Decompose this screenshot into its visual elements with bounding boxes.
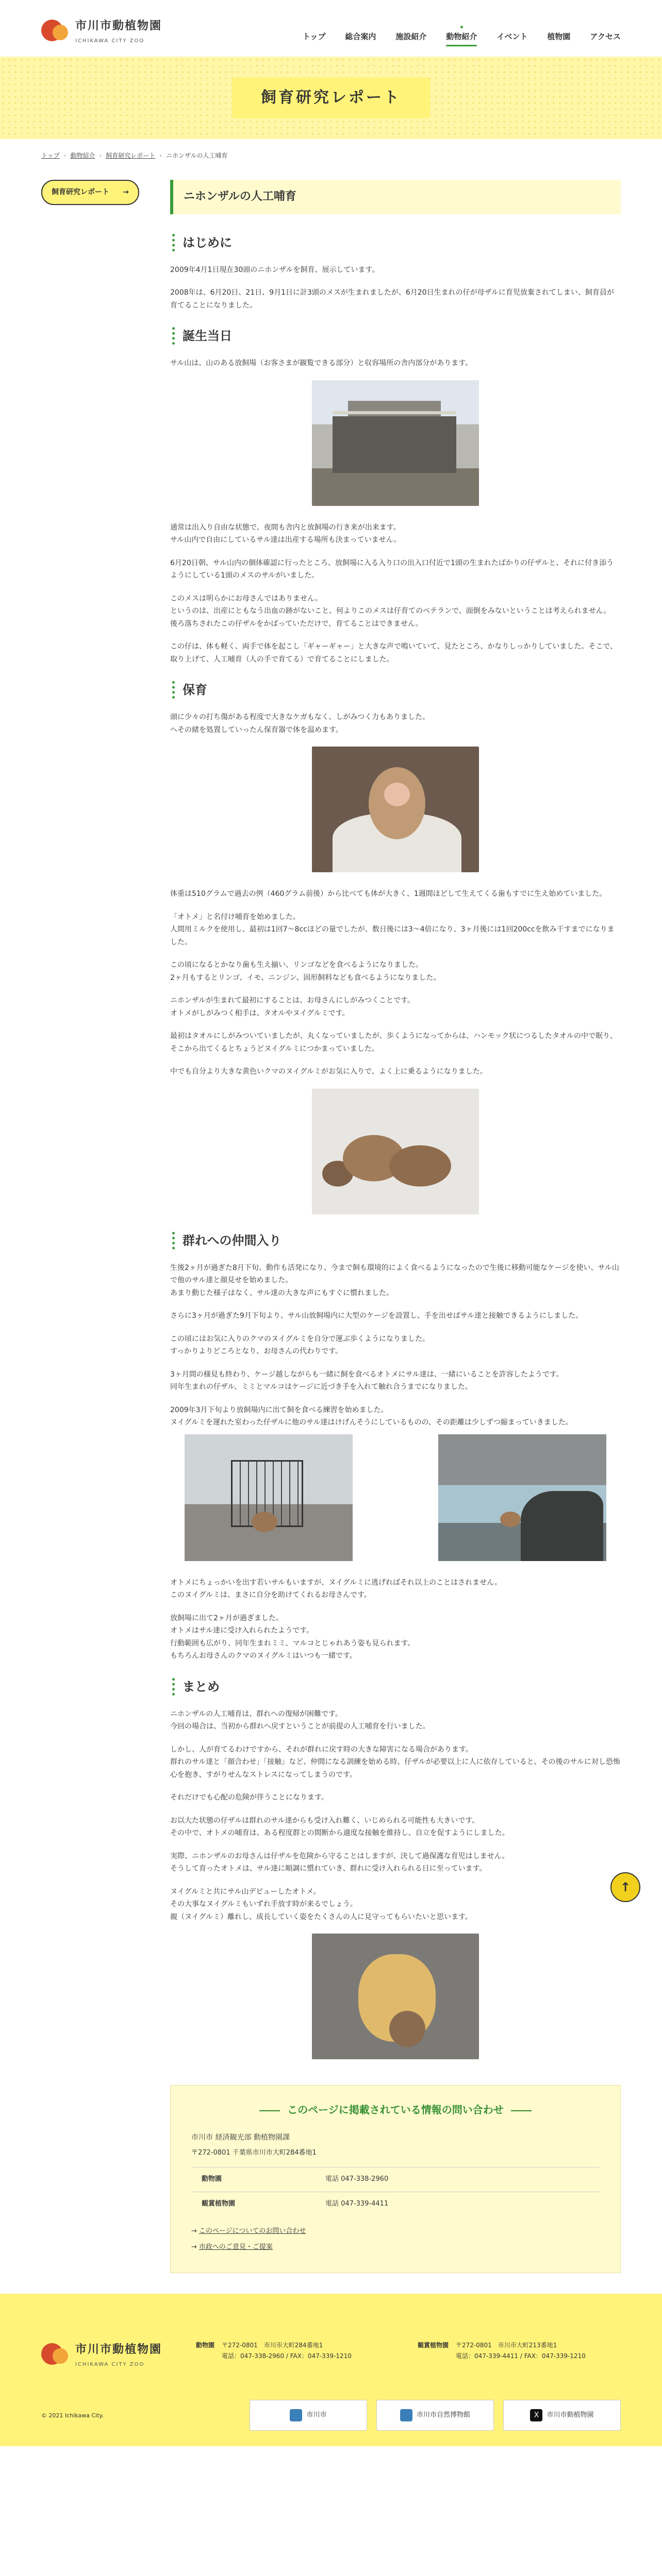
copyright: © 2021 Ichikawa City. (41, 2412, 104, 2419)
footer-plant-tel: 電話：047-339-4411 / FAX：047-339-1210 (456, 2352, 586, 2360)
x-logo-icon: X (530, 2409, 542, 2421)
arrow-up-icon: ↑ (620, 1880, 631, 1894)
section-title-birth: 誕生当日 (170, 325, 621, 347)
paragraph: この頃にはお気に入りのクマのヌイグルミを自分で運ぶ歩くようになりました。 すっかりよりどころとなり、お母さんの代わりです。 (170, 1334, 430, 1355)
paragraph: さらに3ヶ月が過ぎた9月下旬より、サル山放飼場内に大型のケージを設置し、手を出せばサル達と接触できるようにしました。 (170, 1312, 583, 1320)
inquiry-row-value: 電話 047-339-4411 (325, 2200, 389, 2208)
breadcrumb-current: ニホンザルの人工哺育 (166, 152, 228, 159)
inquiry-row-value: 電話 047-338-2960 (325, 2175, 389, 2183)
nav-events[interactable]: イベント (496, 32, 528, 41)
banner-ichikawa-city[interactable] (250, 2400, 367, 2431)
inquiry-opinion-link[interactable]: → 市政へのご意見・ご提案 (191, 2242, 600, 2253)
nav-access[interactable]: アクセス (590, 32, 621, 41)
sidebar (41, 180, 139, 2273)
paragraph: 2009年4月1日現在30頭のニホンザルを飼育、展示しています。 (170, 265, 379, 274)
inquiry-org: 市川市 経済観光部 動植物園課 (191, 2133, 290, 2142)
page-title: ニホンザルの人工哺育 (170, 180, 621, 214)
site-logo[interactable] (41, 16, 162, 45)
banner-label: 市川市 (306, 2411, 327, 2419)
page-top-button[interactable] (610, 1872, 640, 1902)
paragraph: ニホンザルが生まれて最初にすることは、お母さんにしがみつくことです。 オトメがしがみつく相手は、タオルやヌイグルミです。 (170, 996, 415, 1018)
nav-facilities[interactable]: 施設紹介 (395, 32, 427, 41)
breadcrumb: トップ › 動物紹介 › 飼育研究レポート › ニホンザルの人工哺育 (0, 139, 662, 173)
paragraph: ニホンザルの人工哺育は、群れへの復帰が困難です。 今回の場合は、当初から群れへ戻すということが前提の人工哺育を行いました。 (170, 1709, 430, 1731)
side-nav-reports[interactable] (41, 180, 139, 205)
inquiry-row (191, 2192, 600, 2216)
logo-en: ICHIKAWA CITY ZOO (75, 38, 145, 44)
paragraph: オトメにちょっかいを出す若いサルもいますが、ヌイグルミに逃げればそれ以上のことはされません。 このヌイグルミは、まさに自分を助けてくれるお母さんです。 (170, 1578, 502, 1599)
paragraph: 6月20日朝、サル山内の個体確認に行ったところ、放飼場に入る入り口の出入口付近で1頭の生まれたばかりの仔ザルと、それに付き添うようにしている1頭のメスのサルがいました。 (170, 558, 614, 580)
nav-guide[interactable]: 総合案内 (345, 32, 376, 41)
site-footer (0, 2294, 662, 2446)
inquiry-address (191, 2147, 600, 2159)
paragraph: 3ヶ月間の様見も終わり、ケージ越しながらも一緒に飼を食べるオトメにサル達は、一緒にいることを許容したようです。 同年生まれの仔ザル、ミミとマルコはケージに近づき手を入れて触れ合うまでになりました。 (170, 1370, 564, 1391)
photo-monkeys-rock (438, 1434, 606, 1561)
inquiry-row (191, 2167, 600, 2192)
inquiry-title: このページに掲載されている情報の問い合わせ (191, 2101, 600, 2119)
photo-monkey-plush-bear (312, 1934, 479, 2059)
paragraph: サル山は、山のある放飼場（お客さまが観覧できる部分）と収容場所の舎内部分があります。 (170, 359, 473, 367)
paragraph: 通常は出入り自由な状態で、夜間も舎内と放飼場の行き来が出来ます。 サル山内で自由にしているサル達は出産する場所も決まっていません。 (170, 523, 401, 544)
paragraph: このメスは明らかにお母さんではありません。 というのは、出産にともなう出血の跡がないこと、何よりこのメスは仔育てのベテランで、面倒をみないということは考えられません。 後ろ落ちされたこの仔ザルをかばっていただけで、育てることはできません。 (170, 594, 611, 628)
inquiry-postcode: 〒272-0801 (191, 2148, 233, 2157)
photo-monkey-mountain (312, 380, 479, 506)
arrow-right-icon: → (123, 188, 129, 196)
inquiry-row-label: 観賞植物園 (202, 2200, 236, 2208)
footer-zoo-tel: 電話：047-338-2960 / FAX：047-339-1210 (222, 2352, 352, 2360)
inquiry-address-link[interactable]: 千葉県市川市大町284番地1 (232, 2148, 317, 2157)
paragraph: 生後2ヶ月が過ぎた8月下旬、動作も活発になり、今まで飼も環境的によく食べるようになったので生後に移動可能なケージを使い、サル山で他のサル達と顔見せを始めました。 あまり動じた様子はなく、サル達の大きな声にもすぐに慣れました。 (170, 1263, 619, 1297)
paragraph: この仔は、体も軽く、両手で体を起こし「ギャーギャー」と大きな声で鳴いていて、見たところ、かなりしっかりしていました。そこで、取り上げて、人工哺育（人の手で育てる）で育てることにしました。 (170, 642, 618, 664)
footer-banners (250, 2400, 621, 2431)
paragraph: お以大た状態の仔ザルは群れのサル達からも受け入れ難く、いじめられる可能性も大きいです。 その中で、オトメの哺育は、ある程度群との間断から適度な接触を維持し、自立を促すようにしました。 (170, 1816, 509, 1837)
footer-logo-jp: 市川市動植物園 (75, 2343, 162, 2357)
site-header (0, 0, 662, 57)
footer-zoo-address: 〒272-0801 市川市大町284番地1 (222, 2342, 323, 2349)
nav-botanical[interactable]: 植物園 (547, 32, 571, 41)
logo-icon (41, 2343, 70, 2366)
paragraph: 「オトメ」と名付け哺育を始めました。 人間用ミルクを使用し、最初は1回7〜8ccほどの量でしたが、数日後には3〜4倍になり、3ヶ月後には1回200ccを飲み干すまでになりました。 (170, 912, 615, 946)
paragraph: しかし、人が育てるわけですから、それが群れに戻す時の大きな障害になる場合があります。 群れのサル達と「顔合わせ」「接触」など、仲間になる訓練を始める時、仔ザルが必要以上に人に依存していると、その後のサルに対し恐怖心を抱き、すがりせんなストレスになってしまうのです。 (170, 1745, 620, 1779)
side-nav-label: 飼育研究レポート (52, 188, 109, 196)
breadcrumb-animals[interactable]: 動物紹介 (70, 152, 95, 159)
paragraph: 2009年3月下旬より放飼場内に出て飼を食べる練習を始めました。 ヌイグルミを運れた室わった仔ザルに他のサル達はけげんそうにしているものの、その距離は少しずつ縮まっていきました。 (170, 1405, 573, 1427)
footer-plant-info (418, 2340, 619, 2362)
paragraph: 実際、ニホンザルのお母さんは仔ザルを危険から守ることはしますが、決して過保護な育児はしません。 そうして育ったオトメは、サル達に順調に慣れていき、群れに受け入れられる日に至っています。 (170, 1852, 509, 1873)
hero-title: 飼育研究レポート (232, 77, 430, 119)
nav-top[interactable]: トップ (302, 32, 326, 41)
breadcrumb-reports[interactable]: 飼育研究レポート (106, 152, 156, 159)
inquiry-box (170, 2085, 621, 2273)
photo-baby-monkey (312, 747, 479, 872)
logo-jp: 市川市動植物園 (75, 20, 162, 32)
footer-logo[interactable] (41, 2340, 175, 2369)
logo-icon (41, 20, 70, 42)
section-title-care: 保育 (170, 679, 621, 701)
photo-monkey-with-toys (312, 1089, 479, 1214)
paragraph: ヌイグルミと共にサル山デビューしたオトメ。 その大事なヌイグルミもいずれ手放す時が来るでしょう。 親（ヌイグルミ）離れし、成長していく姿をたくさんの人に見守ってもらいたいと思います。 (170, 1887, 472, 1921)
paragraph: 頭に少々の打ち傷がある程度で大きなケガもなく、しがみつく力もありました。 へその緒を処置していったん保育器で体を温めます。 (170, 713, 430, 734)
footer-plant-address: 〒272-0801 市川市大町213番地1 (456, 2342, 557, 2349)
paragraph: この頃になるとかなり歯も生え揃い、リンゴなどを食べるようになりました。 2ヶ月もするとリンゴ、イモ、ニンジン、固形飼料なども食べるようになりました。 (170, 961, 441, 982)
banner-label: 市川市動植物園 (547, 2411, 594, 2419)
inquiry-contact-link[interactable]: → このページについてのお問い合わせ (191, 2226, 600, 2238)
main-content (170, 180, 621, 2273)
photo-cage (185, 1434, 353, 1561)
breadcrumb-top[interactable]: トップ (41, 152, 60, 159)
section-title-summary: まとめ (170, 1676, 621, 1698)
footer-plant-label: 観賞植物園 (418, 2342, 449, 2349)
inquiry-row-label: 動物園 (202, 2175, 222, 2183)
paragraph: 2008年は、6月20日、21日、9月1日に計3頭のメスが生まれましたが、6月20日生まれの仔が母ザルに育児放棄されてしまい、飼育員が育てることになりました。 (170, 289, 614, 310)
footer-zoo-info (196, 2340, 397, 2362)
banner-label: 市川市自然博物館 (416, 2411, 470, 2419)
paragraph: それだけでも心配の危険が伴うことになります。 (170, 1793, 328, 1802)
footer-logo-en: ICHIKAWA CITY ZOO (75, 2361, 145, 2367)
hero-banner (0, 57, 662, 139)
paragraph: 最初はタオルにしがみついていましたが、丸くなっていましたが、歩くようになってからは、ハンモック状につるしたタオルの中で眠り、そこから出てくるとちょうどヌイグルミにつかまっていました。 (170, 1032, 618, 1053)
footer-zoo-label: 動物園 (196, 2342, 215, 2349)
global-nav (303, 30, 621, 43)
banner-natural-museum[interactable] (376, 2400, 494, 2431)
paragraph: 中でも自分より大きな黄色いクマのヌイグルミがお気に入りで、よく上に乗るようになりました。 (170, 1067, 487, 1076)
nav-animals[interactable]: 動物紹介 (446, 30, 477, 43)
section-title-intro: はじめに (170, 232, 621, 253)
museum-icon (400, 2409, 412, 2421)
paragraph: 体重は510グラムで過去の例（460グラム前後）から比べても体が大きく、1週間ほどして生えてくる歯もすでに生え始めていました。 (170, 890, 607, 898)
section-title-group: 群れへの仲間入り (170, 1230, 621, 1251)
inquiry-links (191, 2226, 600, 2253)
city-icon (290, 2409, 302, 2421)
paragraph: 放飼場に出て2ヶ月が過ぎました。 オトメはサル達に受け入れられたようです。 行動範囲も広がり、同年生まれミミ、マルコとじゃれあう姿も見られます。 もちろんお母さんのクマのヌイグルミはいつも一緒です。 (170, 1614, 415, 1660)
banner-zoo-x[interactable] (503, 2400, 621, 2431)
photo-pair (185, 1434, 606, 1561)
